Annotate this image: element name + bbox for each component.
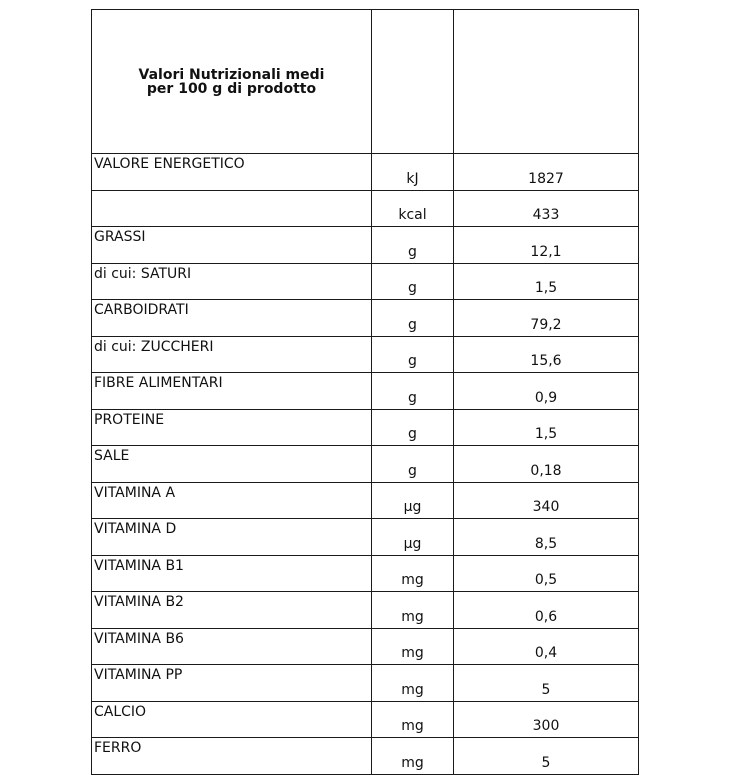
table-row <box>92 738 639 775</box>
nutrient-name: VITAMINA PP <box>92 665 372 702</box>
nutrient-value: 5 <box>454 665 639 702</box>
nutrient-name: FIBRE ALIMENTARI <box>92 373 372 410</box>
nutrient-name: FERRO <box>92 738 372 775</box>
table-row <box>92 227 639 264</box>
nutrient-name: VITAMINA D <box>92 519 372 556</box>
table-row <box>92 446 639 483</box>
nutrient-unit: µg <box>372 519 454 556</box>
nutrient-unit: g <box>372 446 454 483</box>
nutrient-value: 12,1 <box>454 227 639 264</box>
table-row <box>92 482 639 519</box>
table-row <box>92 555 639 592</box>
nutrient-unit: mg <box>372 592 454 629</box>
table-row <box>92 665 639 702</box>
nutrient-name: VITAMINA A <box>92 482 372 519</box>
nutrient-unit: µg <box>372 482 454 519</box>
nutrient-value: 300 <box>454 701 639 738</box>
nutrient-value: 1827 <box>454 154 639 191</box>
nutrient-unit: mg <box>372 738 454 775</box>
nutrient-unit: g <box>372 300 454 337</box>
nutrient-unit: mg <box>372 628 454 665</box>
unit-header-cell <box>372 10 454 154</box>
nutrient-value: 0,6 <box>454 592 639 629</box>
nutrition-table-body <box>92 10 639 775</box>
nutrient-name: CALCIO <box>92 701 372 738</box>
nutrient-unit: g <box>372 336 454 373</box>
value-header-cell <box>454 10 639 154</box>
nutrient-value: 340 <box>454 482 639 519</box>
nutrient-value: 0,4 <box>454 628 639 665</box>
table-row <box>92 336 639 373</box>
nutrient-name: CARBOIDRATI <box>92 300 372 337</box>
table-row <box>92 263 639 300</box>
nutrient-unit: g <box>372 263 454 300</box>
nutrient-unit: g <box>372 227 454 264</box>
nutrient-name <box>92 190 372 227</box>
nutrient-value: 0,5 <box>454 555 639 592</box>
table-row <box>92 628 639 665</box>
nutrient-name: di cui: SATURI <box>92 263 372 300</box>
nutrient-name: SALE <box>92 446 372 483</box>
table-header-row <box>92 10 639 154</box>
nutrient-name: VITAMINA B6 <box>92 628 372 665</box>
table-row <box>92 300 639 337</box>
nutrient-name: GRASSI <box>92 227 372 264</box>
table-title: Valori Nutrizionali medi per 100 g di prodotto <box>92 10 372 154</box>
nutrient-name: VITAMINA B1 <box>92 555 372 592</box>
nutrient-value: 1,5 <box>454 409 639 446</box>
nutrient-unit: mg <box>372 701 454 738</box>
table-row <box>92 190 639 227</box>
nutrient-value: 5 <box>454 738 639 775</box>
nutrient-name: VITAMINA B2 <box>92 592 372 629</box>
table-row <box>92 409 639 446</box>
nutrient-unit: mg <box>372 665 454 702</box>
nutrient-value: 79,2 <box>454 300 639 337</box>
nutrient-name: PROTEINE <box>92 409 372 446</box>
table-row <box>92 701 639 738</box>
nutrient-value: 8,5 <box>454 519 639 556</box>
nutrient-name: VALORE ENERGETICO <box>92 154 372 191</box>
nutrient-value: 433 <box>454 190 639 227</box>
nutrient-unit: g <box>372 409 454 446</box>
nutrient-value: 1,5 <box>454 263 639 300</box>
nutrient-unit: g <box>372 373 454 410</box>
nutrient-unit: mg <box>372 555 454 592</box>
nutrition-table <box>91 9 639 775</box>
nutrient-unit: kcal <box>372 190 454 227</box>
table-row <box>92 373 639 410</box>
table-row <box>92 592 639 629</box>
table-row <box>92 519 639 556</box>
nutrient-value: 15,6 <box>454 336 639 373</box>
nutrient-name: di cui: ZUCCHERI <box>92 336 372 373</box>
nutrient-value: 0,18 <box>454 446 639 483</box>
nutrient-value: 0,9 <box>454 373 639 410</box>
table-row <box>92 154 639 191</box>
nutrient-unit: kJ <box>372 154 454 191</box>
